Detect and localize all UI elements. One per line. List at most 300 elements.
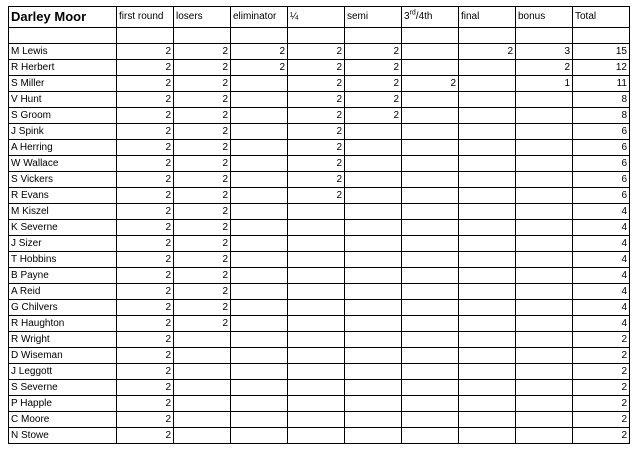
blank-cell[interactable] [402,28,459,44]
final-cell[interactable] [459,284,516,300]
quarter-cell[interactable] [288,412,345,428]
final-cell[interactable] [459,60,516,76]
third-fourth-cell[interactable] [402,380,459,396]
semi-cell[interactable] [345,428,402,444]
semi-cell[interactable] [345,284,402,300]
bonus-cell[interactable] [516,140,573,156]
third-fourth-cell[interactable] [402,188,459,204]
total-cell[interactable]: 15 [573,44,630,60]
eliminator-cell[interactable] [231,76,288,92]
final-cell[interactable] [459,236,516,252]
table-row [9,364,630,380]
losers-cell[interactable] [174,396,231,412]
blank-cell[interactable] [573,28,630,44]
first-round-cell[interactable]: 2 [117,188,174,204]
eliminator-cell[interactable] [231,108,288,124]
final-cell[interactable] [459,364,516,380]
bonus-cell[interactable] [516,236,573,252]
semi-cell[interactable]: 2 [345,76,402,92]
losers-cell[interactable]: 2 [174,204,231,220]
first-round-cell[interactable]: 2 [117,332,174,348]
blank-cell[interactable] [231,28,288,44]
table-row [9,268,630,284]
table-row [9,396,630,412]
semi-cell[interactable] [345,124,402,140]
rider-name-cell[interactable]: J Sizer [9,236,117,252]
semi-cell[interactable] [345,140,402,156]
eliminator-cell[interactable] [231,172,288,188]
eliminator-cell[interactable] [231,316,288,332]
semi-cell[interactable] [345,348,402,364]
eliminator-cell[interactable] [231,156,288,172]
third-fourth-cell[interactable] [402,220,459,236]
quarter-cell[interactable]: 2 [288,140,345,156]
bonus-cell[interactable] [516,108,573,124]
losers-cell[interactable]: 2 [174,44,231,60]
blank-cell[interactable] [9,28,117,44]
losers-cell[interactable] [174,380,231,396]
eliminator-cell[interactable] [231,348,288,364]
quarter-cell[interactable]: 2 [288,172,345,188]
table-row [9,204,630,220]
third-fourth-cell[interactable] [402,284,459,300]
final-cell[interactable] [459,172,516,188]
final-cell[interactable]: 2 [459,44,516,60]
semi-cell[interactable] [345,316,402,332]
third-fourth-cell[interactable] [402,396,459,412]
bonus-cell[interactable] [516,252,573,268]
first-round-cell[interactable]: 2 [117,44,174,60]
table-row [9,108,630,124]
eliminator-cell[interactable] [231,396,288,412]
rider-name-cell[interactable]: B Payne [9,268,117,284]
eliminator-cell[interactable] [231,236,288,252]
third-fourth-cell[interactable] [402,156,459,172]
semi-cell[interactable] [345,300,402,316]
first-round-cell[interactable]: 2 [117,156,174,172]
first-round-cell[interactable]: 2 [117,348,174,364]
rider-name-cell[interactable]: M Lewis [9,44,117,60]
third-fourth-sup: rd [409,9,416,17]
table-row [9,412,630,428]
header-row [9,7,630,28]
quarter-cell[interactable]: 2 [288,108,345,124]
losers-cell[interactable]: 2 [174,268,231,284]
eliminator-cell[interactable] [231,124,288,140]
total-cell[interactable]: 2 [573,332,630,348]
bonus-cell[interactable] [516,428,573,444]
losers-cell[interactable]: 2 [174,60,231,76]
semi-cell[interactable]: 2 [345,44,402,60]
total-cell[interactable]: 12 [573,60,630,76]
bonus-cell[interactable]: 3 [516,44,573,60]
quarter-cell[interactable] [288,236,345,252]
eliminator-cell[interactable] [231,284,288,300]
total-cell[interactable]: 4 [573,204,630,220]
quarter-cell[interactable]: 2 [288,156,345,172]
blank-cell[interactable] [516,28,573,44]
rider-name-cell[interactable]: M Kiszel [9,204,117,220]
losers-cell[interactable] [174,412,231,428]
semi-cell[interactable]: 2 [345,108,402,124]
third-fourth-cell[interactable] [402,44,459,60]
table-row [9,44,630,60]
header-total[interactable]: Total [573,7,630,28]
eliminator-cell[interactable] [231,92,288,108]
header-eliminator[interactable]: eliminator [231,7,288,28]
eliminator-cell[interactable] [231,220,288,236]
bonus-cell[interactable] [516,156,573,172]
losers-cell[interactable]: 2 [174,300,231,316]
table-row [9,348,630,364]
bonus-cell[interactable] [516,300,573,316]
rider-name-cell[interactable]: J Spink [9,124,117,140]
eliminator-cell[interactable] [231,332,288,348]
eliminator-cell[interactable] [231,364,288,380]
quarter-cell[interactable] [288,396,345,412]
bonus-cell[interactable] [516,332,573,348]
blank-cell[interactable] [174,28,231,44]
table-row [9,172,630,188]
first-round-cell[interactable]: 2 [117,220,174,236]
quarter-cell[interactable] [288,300,345,316]
rider-name-cell[interactable]: S Groom [9,108,117,124]
bonus-cell[interactable] [516,204,573,220]
eliminator-cell[interactable] [231,300,288,316]
semi-cell[interactable] [345,332,402,348]
losers-cell[interactable]: 2 [174,220,231,236]
rider-name-cell[interactable]: R Haughton [9,316,117,332]
third-fourth-cell[interactable] [402,316,459,332]
rider-name-cell[interactable]: V Hunt [9,92,117,108]
blank-cell[interactable] [345,28,402,44]
final-cell[interactable] [459,428,516,444]
total-cell[interactable]: 4 [573,220,630,236]
quarter-cell[interactable] [288,204,345,220]
first-round-cell[interactable]: 2 [117,172,174,188]
first-round-cell[interactable]: 2 [117,76,174,92]
final-cell[interactable] [459,412,516,428]
semi-cell[interactable] [345,220,402,236]
bonus-cell[interactable] [516,188,573,204]
table-row [9,60,630,76]
first-round-cell[interactable]: 2 [117,108,174,124]
first-round-cell[interactable]: 2 [117,380,174,396]
first-round-cell[interactable]: 2 [117,300,174,316]
total-cell[interactable]: 4 [573,236,630,252]
third-fourth-cell[interactable] [402,348,459,364]
table-row [9,316,630,332]
header-quarter[interactable]: ¼ [288,7,345,28]
first-round-cell[interactable]: 2 [117,316,174,332]
bonus-cell[interactable] [516,268,573,284]
blank-cell[interactable] [288,28,345,44]
quarter-cell[interactable] [288,364,345,380]
final-cell[interactable] [459,252,516,268]
quarter-cell[interactable] [288,348,345,364]
final-cell[interactable] [459,300,516,316]
eliminator-cell[interactable] [231,188,288,204]
table-row [9,332,630,348]
final-cell[interactable] [459,156,516,172]
first-round-cell[interactable]: 2 [117,268,174,284]
quarter-cell[interactable]: 2 [288,44,345,60]
eliminator-cell[interactable] [231,380,288,396]
losers-cell[interactable]: 2 [174,76,231,92]
final-cell[interactable] [459,124,516,140]
semi-cell[interactable] [345,156,402,172]
losers-cell[interactable] [174,364,231,380]
quarter-cell[interactable] [288,380,345,396]
losers-cell[interactable] [174,428,231,444]
first-round-cell[interactable]: 2 [117,92,174,108]
third-fourth-cell[interactable] [402,204,459,220]
rider-name-cell[interactable]: G Chilvers [9,300,117,316]
semi-cell[interactable] [345,172,402,188]
eliminator-cell[interactable] [231,140,288,156]
losers-cell[interactable]: 2 [174,284,231,300]
bonus-cell[interactable] [516,316,573,332]
final-cell[interactable] [459,76,516,92]
losers-cell[interactable]: 2 [174,316,231,332]
final-cell[interactable] [459,188,516,204]
quarter-cell[interactable]: 2 [288,92,345,108]
semi-cell[interactable] [345,364,402,380]
bonus-cell[interactable] [516,284,573,300]
final-cell[interactable] [459,380,516,396]
blank-cell[interactable] [459,28,516,44]
eliminator-cell[interactable]: 2 [231,44,288,60]
first-round-cell[interactable]: 2 [117,204,174,220]
rider-name-cell[interactable]: S Miller [9,76,117,92]
semi-cell[interactable]: 2 [345,60,402,76]
header-first-round[interactable]: first round [117,7,174,28]
total-cell[interactable]: 6 [573,188,630,204]
first-round-cell[interactable]: 2 [117,236,174,252]
first-round-cell[interactable]: 2 [117,284,174,300]
third-fourth-base: 3 [404,11,410,22]
table-row [9,236,630,252]
quarter-cell[interactable]: 2 [288,76,345,92]
table-row [9,188,630,204]
losers-cell[interactable]: 2 [174,188,231,204]
eliminator-cell[interactable]: 2 [231,60,288,76]
final-cell[interactable] [459,108,516,124]
third-fourth-cell[interactable]: 2 [402,76,459,92]
eliminator-cell[interactable] [231,412,288,428]
table-row [9,76,630,92]
quarter-cell[interactable] [288,268,345,284]
third-fourth-cell[interactable] [402,236,459,252]
final-cell[interactable] [459,92,516,108]
total-cell[interactable]: 4 [573,284,630,300]
total-cell[interactable]: 2 [573,364,630,380]
first-round-cell[interactable]: 2 [117,124,174,140]
final-cell[interactable] [459,316,516,332]
losers-cell[interactable]: 2 [174,172,231,188]
losers-cell[interactable] [174,332,231,348]
first-round-cell[interactable]: 2 [117,428,174,444]
rider-name-cell[interactable]: R Evans [9,188,117,204]
semi-cell[interactable] [345,252,402,268]
semi-cell[interactable] [345,188,402,204]
third-fourth-cell[interactable] [402,300,459,316]
third-fourth-cell[interactable] [402,108,459,124]
final-cell[interactable] [459,220,516,236]
rider-name-cell[interactable]: W Wallace [9,156,117,172]
rider-name-cell[interactable]: S Vickers [9,172,117,188]
blank-cell[interactable] [117,28,174,44]
total-cell[interactable]: 11 [573,76,630,92]
final-cell[interactable] [459,140,516,156]
quarter-cell[interactable]: 2 [288,188,345,204]
losers-cell[interactable]: 2 [174,108,231,124]
quarter-cell[interactable]: 2 [288,60,345,76]
losers-cell[interactable]: 2 [174,236,231,252]
total-cell[interactable]: 2 [573,412,630,428]
eliminator-cell[interactable] [231,252,288,268]
losers-cell[interactable]: 2 [174,252,231,268]
bonus-cell[interactable] [516,220,573,236]
table-row [9,92,630,108]
rider-name-cell[interactable]: R Wright [9,332,117,348]
final-cell[interactable] [459,204,516,220]
eliminator-cell[interactable] [231,268,288,284]
semi-cell[interactable] [345,268,402,284]
total-cell[interactable]: 6 [573,172,630,188]
total-cell[interactable]: 4 [573,252,630,268]
table-row [9,124,630,140]
first-round-cell[interactable]: 2 [117,396,174,412]
third-fourth-cell[interactable] [402,364,459,380]
bonus-cell[interactable] [516,348,573,364]
table-row [9,300,630,316]
final-cell[interactable] [459,332,516,348]
final-cell[interactable] [459,268,516,284]
bonus-cell[interactable] [516,172,573,188]
sheet-title[interactable]: Darley Moor [9,7,117,28]
losers-cell[interactable]: 2 [174,140,231,156]
bonus-cell[interactable]: 2 [516,60,573,76]
quarter-cell[interactable] [288,284,345,300]
table-row [9,428,630,444]
first-round-cell[interactable]: 2 [117,60,174,76]
total-cell[interactable]: 8 [573,92,630,108]
losers-cell[interactable] [174,348,231,364]
third-fourth-cell[interactable] [402,412,459,428]
rider-name-cell[interactable]: J Leggott [9,364,117,380]
losers-cell[interactable]: 2 [174,156,231,172]
total-cell[interactable]: 4 [573,300,630,316]
header-losers[interactable]: losers [174,7,231,28]
bonus-cell[interactable] [516,412,573,428]
rider-name-cell[interactable]: T Hobbins [9,252,117,268]
third-fourth-cell[interactable] [402,124,459,140]
losers-cell[interactable]: 2 [174,92,231,108]
total-cell[interactable]: 8 [573,108,630,124]
rider-name-cell[interactable]: P Happle [9,396,117,412]
rider-name-cell[interactable]: A Reid [9,284,117,300]
total-cell[interactable]: 6 [573,156,630,172]
total-cell[interactable]: 4 [573,316,630,332]
total-cell[interactable]: 6 [573,140,630,156]
header-bonus[interactable]: bonus [516,7,573,28]
third-fourth-rest: /4th [415,11,433,22]
blank-row [9,28,630,44]
losers-cell[interactable]: 2 [174,124,231,140]
header-third-fourth[interactable] [402,7,459,28]
rider-name-cell[interactable]: R Herbert [9,60,117,76]
bonus-cell[interactable] [516,364,573,380]
results-spreadsheet [8,6,630,444]
rider-name-cell[interactable]: D Wiseman [9,348,117,364]
semi-cell[interactable] [345,236,402,252]
table-row [9,284,630,300]
table-row [9,252,630,268]
first-round-cell[interactable]: 2 [117,364,174,380]
semi-cell[interactable]: 2 [345,92,402,108]
bonus-cell[interactable]: 1 [516,76,573,92]
quarter-cell[interactable] [288,428,345,444]
total-cell[interactable]: 2 [573,348,630,364]
first-round-cell[interactable]: 2 [117,412,174,428]
final-cell[interactable] [459,396,516,412]
table-row [9,380,630,396]
rider-name-cell[interactable]: S Severne [9,380,117,396]
semi-cell[interactable] [345,380,402,396]
first-round-cell[interactable]: 2 [117,252,174,268]
total-cell[interactable]: 6 [573,124,630,140]
rider-name-cell[interactable]: A Herring [9,140,117,156]
third-fourth-cell[interactable] [402,92,459,108]
quarter-cell[interactable]: 2 [288,124,345,140]
quarter-cell[interactable] [288,252,345,268]
table-row [9,140,630,156]
first-round-cell[interactable]: 2 [117,140,174,156]
rider-name-cell[interactable]: C Moore [9,412,117,428]
quarter-cell[interactable] [288,316,345,332]
bonus-cell[interactable] [516,396,573,412]
bonus-cell[interactable] [516,124,573,140]
third-fourth-cell[interactable] [402,252,459,268]
eliminator-cell[interactable] [231,428,288,444]
third-fourth-cell[interactable] [402,428,459,444]
quarter-cell[interactable] [288,332,345,348]
total-cell[interactable]: 2 [573,428,630,444]
table-row [9,156,630,172]
third-fourth-cell[interactable] [402,140,459,156]
third-fourth-cell[interactable] [402,268,459,284]
third-fourth-cell[interactable] [402,60,459,76]
bonus-cell[interactable] [516,380,573,396]
final-cell[interactable] [459,348,516,364]
total-cell[interactable]: 4 [573,268,630,284]
semi-cell[interactable] [345,204,402,220]
header-semi[interactable]: semi [345,7,402,28]
bonus-cell[interactable] [516,92,573,108]
rider-name-cell[interactable]: K Severne [9,220,117,236]
quarter-cell[interactable] [288,220,345,236]
total-cell[interactable]: 2 [573,380,630,396]
semi-cell[interactable] [345,396,402,412]
third-fourth-cell[interactable] [402,172,459,188]
eliminator-cell[interactable] [231,204,288,220]
third-fourth-cell[interactable] [402,332,459,348]
header-final[interactable]: final [459,7,516,28]
rider-name-cell[interactable]: N Stowe [9,428,117,444]
semi-cell[interactable] [345,412,402,428]
total-cell[interactable]: 2 [573,396,630,412]
